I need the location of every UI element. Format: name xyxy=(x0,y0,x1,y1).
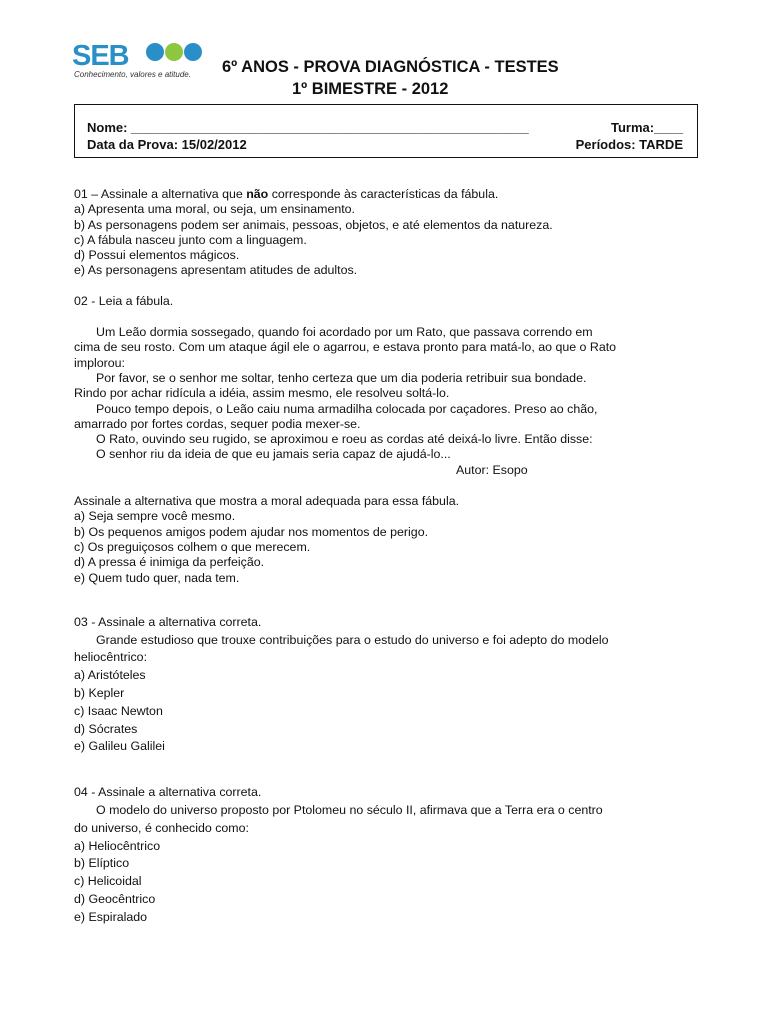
student-info-box xyxy=(74,104,698,158)
question-3-stem: 03 - Assinale a alternativa correta. xyxy=(74,614,262,629)
q3-option[interactable]: a) Aristóteles xyxy=(74,668,146,683)
q4-option[interactable]: c) Helicoidal xyxy=(74,874,142,889)
question-3 xyxy=(74,614,694,756)
question-3-text: Grande estudioso que trouxe contribuições para o estudo do universo e foi adepto do modelo xyxy=(96,632,609,647)
question-4 xyxy=(74,784,694,926)
q4-option[interactable]: d) Geocêntrico xyxy=(74,891,156,906)
q2-option[interactable]: b) Os pequenos amigos podem ajudar nos momentos de perigo. xyxy=(74,524,429,539)
fable-line: O Rato, ouvindo seu rugido, se aproximou e roeu as cordas até deixá-lo livre. Então disse: xyxy=(96,432,593,447)
q1-stem-bold: não xyxy=(246,187,269,201)
exam-subtitle: 1º BIMESTRE - 2012 xyxy=(292,80,449,98)
logo-circle-c1 xyxy=(146,43,164,61)
fable-line: Rindo por achar ridícula a idéia, assim mesmo, ele resolveu soltá-lo. xyxy=(74,386,450,401)
turma-field[interactable]: Turma:____ xyxy=(610,120,683,135)
q1-stem-part1: 01 – Assinale a alternativa que xyxy=(74,187,247,201)
q3-option[interactable]: e) Galileu Galilei xyxy=(74,739,165,754)
q2-option[interactable]: d) A pressa é inimiga da perfeição. xyxy=(74,555,265,570)
q2-option[interactable]: a) Seja sempre você mesmo. xyxy=(74,509,236,524)
name-field[interactable]: Nome: _______________________________________________________ xyxy=(87,120,529,135)
seb-coc-logo xyxy=(72,40,208,83)
fable-line: Pouco tempo depois, o Leão caiu numa armadilha colocada por caçadores. Preso ao chão, xyxy=(96,401,598,416)
q1-option[interactable]: c) A fábula nasceu junto com a linguagem. xyxy=(74,232,307,247)
fable-line: amarrado por fortes cordas, sequer podia mexer-se. xyxy=(74,416,361,431)
spacer xyxy=(74,478,694,494)
spacer xyxy=(74,279,694,294)
question-2 xyxy=(74,294,694,586)
info-row-date xyxy=(87,137,683,153)
logo-circle-c2 xyxy=(184,43,202,61)
q2-option[interactable]: e) Quem tudo quer, nada tem. xyxy=(74,570,240,585)
q2-option[interactable]: c) Os preguiçosos colhem o que merecem. xyxy=(74,539,311,554)
logo-circles xyxy=(146,43,203,66)
spacer xyxy=(74,586,694,614)
exam-title: 6º ANOS - PROVA DIAGNÓSTICA - TESTES xyxy=(222,58,559,76)
exam-date: Data da Prova: 15/02/2012 xyxy=(87,137,247,152)
q1-stem-part2: corresponde às características da fábula. xyxy=(268,187,499,201)
fable-line: implorou: xyxy=(74,355,125,370)
question-4-text: O modelo do universo proposto por Ptolomeu no século II, afirmava que a Terra era o centro xyxy=(96,803,603,817)
fable-author: Autor: Esopo xyxy=(456,462,528,477)
question-4-text: do universo, é conhecido como: xyxy=(74,820,249,835)
q4-option[interactable]: b) Elíptico xyxy=(74,856,130,871)
exam-content xyxy=(74,187,694,927)
question-4-stem: 04 - Assinale a alternativa correta. xyxy=(74,785,262,800)
q1-option[interactable]: b) As personagens podem ser animais, pessoas, objetos, e até elementos da natureza. xyxy=(74,217,553,232)
q4-option[interactable]: a) Heliocêntrico xyxy=(74,838,161,853)
fable-line: Um Leão dormia sossegado, quando foi acordado por um Rato, que passava correndo em xyxy=(96,325,593,340)
fable-line: O senhor riu da ideia de que eu jamais seria capaz de ajudá-lo... xyxy=(96,447,451,462)
question-2-prompt: Assinale a alternativa que mostra a moral adequada para essa fábula. xyxy=(74,494,460,509)
logo-circle-o xyxy=(165,43,183,61)
question-2-stem: 02 - Leia a fábula. xyxy=(74,293,174,308)
spacer xyxy=(74,309,694,325)
q3-option[interactable]: d) Sócrates xyxy=(74,721,138,736)
q3-option[interactable]: b) Kepler xyxy=(74,686,125,701)
exam-periods: Períodos: TARDE xyxy=(575,137,683,152)
fable-line: cima de seu rosto. Com um ataque ágil ele o agarrou, e estava pronto para matá-lo, ao que o Rato xyxy=(74,340,617,355)
q4-option[interactable]: e) Espiralado xyxy=(74,909,148,924)
question-1 xyxy=(74,187,694,279)
logo-brand-text: SEB xyxy=(72,40,129,72)
question-3-text: heliocêntrico: xyxy=(74,650,148,665)
q1-option[interactable]: a) Apresenta uma moral, ou seja, um ensinamento. xyxy=(74,202,356,217)
question-1-stem xyxy=(74,187,694,202)
q1-option[interactable]: e) As personagens apresentam atitudes de adultos. xyxy=(74,263,358,278)
fable-line: Por favor, se o senhor me soltar, tenho certeza que um dia poderia retribuir sua bondade. xyxy=(96,370,587,385)
logo-tagline: Conhecimento, valores e atitude. xyxy=(74,70,191,79)
spacer xyxy=(74,756,694,784)
q3-option[interactable]: c) Isaac Newton xyxy=(74,703,163,718)
info-row-name xyxy=(87,120,683,136)
q1-option[interactable]: d) Possui elementos mágicos. xyxy=(74,248,240,263)
